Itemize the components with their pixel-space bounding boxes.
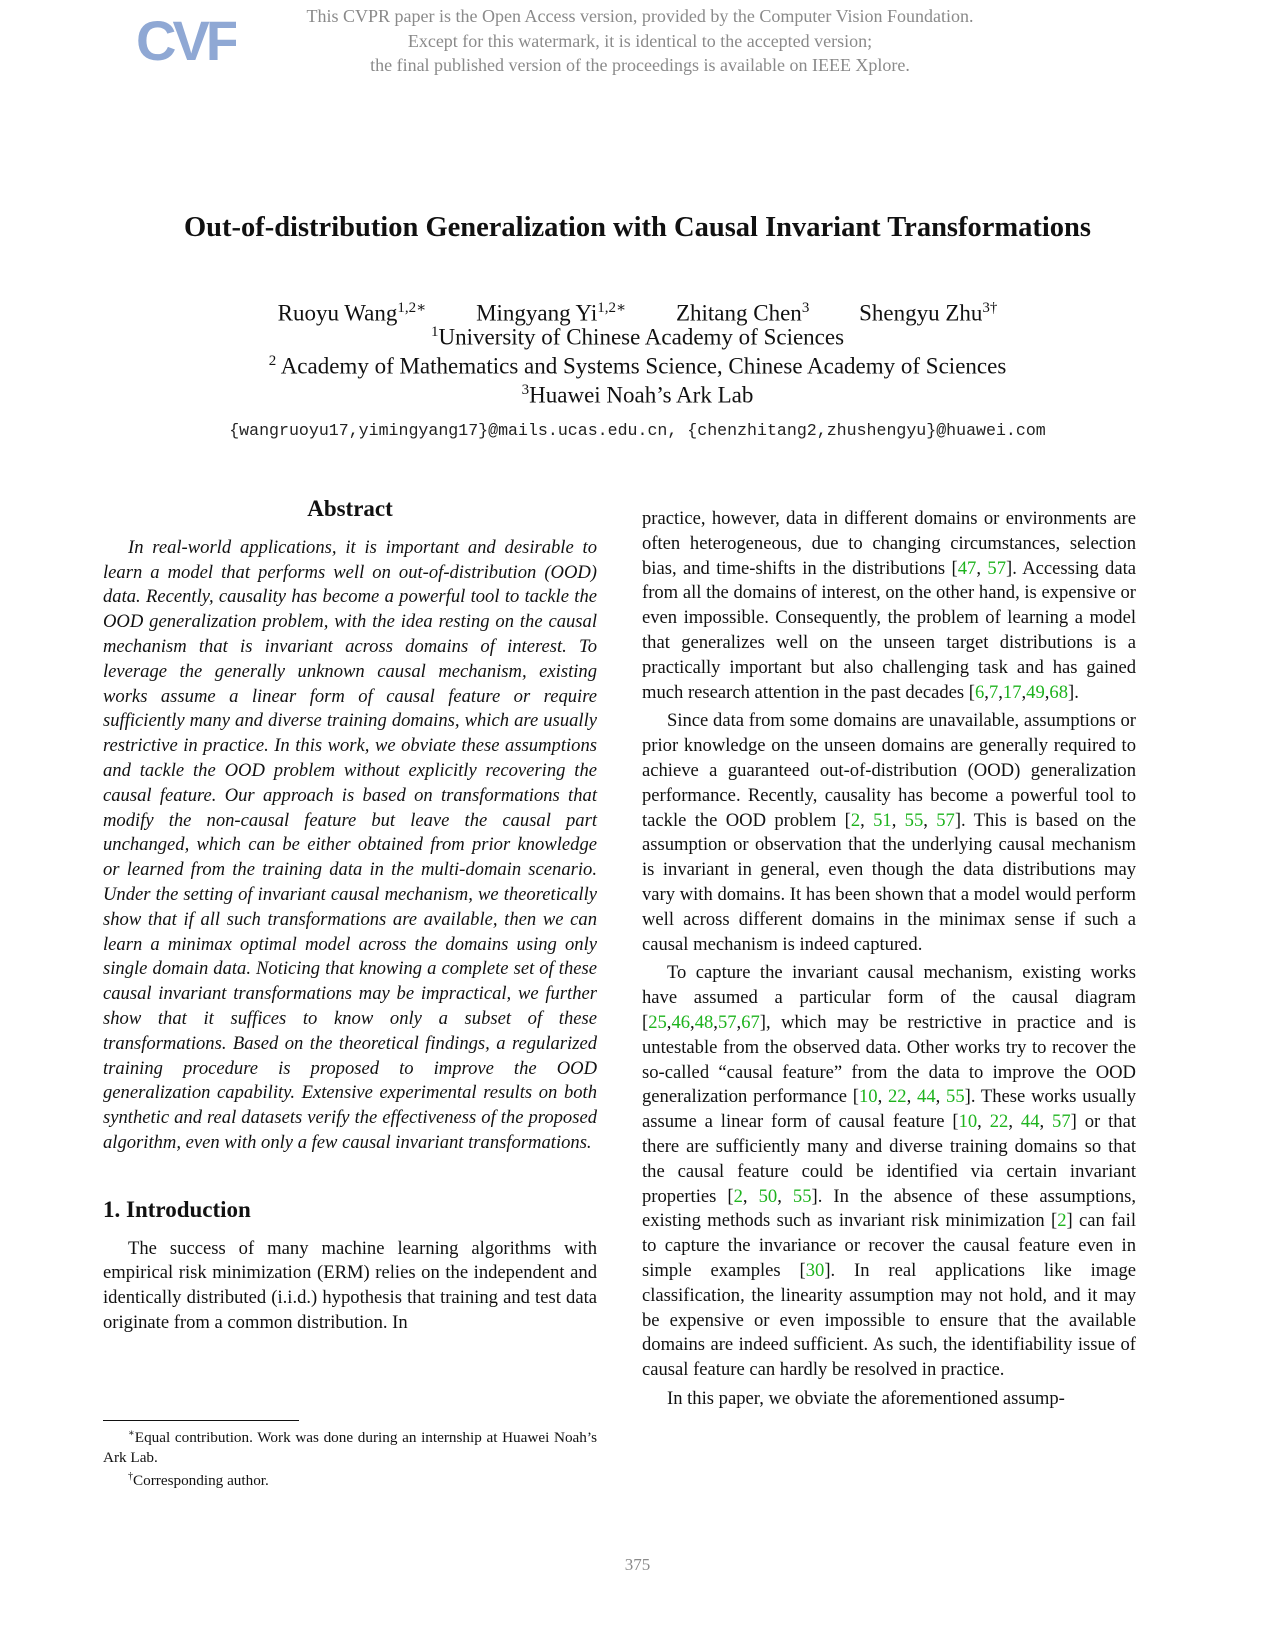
watermark-line: Except for this watermark, it is identical to the accepted version; xyxy=(407,30,873,51)
footnote-mark: † xyxy=(128,1471,133,1483)
text-run: To capture the invariant causal mechanism, existing works have assumed a particular form of the causal diagram [ xyxy=(642,962,1136,1033)
text-run: Since data from some domains are unavailable, assumptions or prior knowledge on the unseen domains are generally required to achieve a guaranteed out-of-distribution (OOD) generalization performance. Recently, causality has become a powerful tool to tackle the OOD problem [ xyxy=(642,710,1136,831)
page-number: 375 xyxy=(624,1555,651,1574)
introduction-paragraph: The success of many machine learning algorithms with empirical risk minimization (ERM) relies on the independent and identically distributed (i.i.d.) hypothesis that training and test data originate from a common distribution. In xyxy=(103,1237,597,1333)
right-column xyxy=(642,507,1136,1412)
open-access-watermark xyxy=(230,4,1050,78)
citation[interactable]: 2 xyxy=(850,809,861,831)
citation[interactable]: 17 xyxy=(1002,681,1022,703)
abstract-heading: Abstract xyxy=(307,496,393,521)
citation[interactable]: 10 xyxy=(858,1086,878,1108)
citation[interactable]: 30 xyxy=(805,1259,825,1281)
citation[interactable]: 22 xyxy=(888,1086,907,1108)
affiliation-text: Academy of Mathematics and Systems Science, Chinese Academy of Sciences xyxy=(276,353,1007,379)
affiliation-mark: 3 xyxy=(521,382,530,398)
citation[interactable]: 6 xyxy=(975,681,985,703)
text-run: ] can fail to capture the invariance or recover the causal feature even in simple examples [ xyxy=(642,1210,1136,1281)
author-name: Shengyu Zhu xyxy=(859,300,983,326)
text-run: ], which may be restrictive in practice and is untestable from the observed data. Other works try to recover the so-called “causal feature” from the data to improve the OOD generalization performance [ xyxy=(642,1011,1136,1108)
author-affiliation-mark: 3† xyxy=(982,300,998,316)
text-run: , xyxy=(891,809,905,831)
citation[interactable]: 49 xyxy=(1026,681,1045,703)
affiliation xyxy=(0,353,1275,380)
citation[interactable]: 44 xyxy=(1020,1111,1040,1133)
footnote xyxy=(103,1424,597,1467)
footnote xyxy=(103,1467,597,1491)
text-run: ]. These works usually assume a linear form of causal feature [ xyxy=(642,1086,1136,1133)
affiliation xyxy=(0,382,1275,409)
text-run: ]. xyxy=(1068,681,1079,703)
footnote-mark: ∗ xyxy=(128,1428,135,1439)
text-run: , xyxy=(742,1185,759,1207)
author-affiliation-mark: 3 xyxy=(801,300,810,316)
text-run: ] or that there are sufficiently many and diverse training domains so that the causal feature could be identified via certain invariant properties [ xyxy=(642,1111,1137,1207)
text-run: , xyxy=(713,1011,718,1033)
affiliation-mark: 1 xyxy=(430,324,439,340)
citation[interactable]: 57 xyxy=(1052,1111,1071,1133)
cvf-logo xyxy=(136,8,236,74)
citation[interactable]: 55 xyxy=(904,809,924,831)
citation[interactable]: 44 xyxy=(917,1086,936,1108)
body-paragraph: In this paper, we obviate the aforementioned assump- xyxy=(667,1387,1065,1409)
body-paragraph xyxy=(642,961,1136,1383)
citation[interactable]: 22 xyxy=(989,1111,1009,1133)
text-run: , xyxy=(984,681,989,703)
author-affiliation-mark: 1,2∗ xyxy=(397,300,427,316)
left-column xyxy=(103,497,597,1336)
author-name: Ruoyu Wang xyxy=(277,300,398,326)
text-run: ]. This is based on the assumption or observation that the underlying causal mechanism is invariant in general, even though the data distributions may vary with domains. It has been shown that a model would perform well across different domains in the minimax sense if such a causal mechanism is indeed captured. xyxy=(642,809,1137,955)
footnote-divider xyxy=(103,1420,299,1421)
citation[interactable]: 57 xyxy=(936,809,955,831)
author xyxy=(676,300,809,327)
author xyxy=(278,298,427,327)
text-run: , xyxy=(690,1011,695,1033)
text-run: , xyxy=(666,1011,672,1033)
cvf-logo-text: CVF xyxy=(136,9,236,72)
text-run: , xyxy=(736,1011,742,1033)
affiliation xyxy=(0,324,1275,351)
affiliation-text: University of Chinese Academy of Sciences xyxy=(438,324,845,350)
citation[interactable]: 55 xyxy=(792,1185,812,1207)
author-emails: {wangruoyu17,yimingyang17}@mails.ucas.edu.cn, {chenzhitang2,zhushengyu}@huawei.com xyxy=(229,421,1046,440)
text-run: , xyxy=(976,557,988,579)
author-affiliation-mark: 1,2∗ xyxy=(597,300,627,316)
citation[interactable]: 47 xyxy=(957,557,977,579)
text-run: ]. Accessing data from all the domains of interest, on the other hand, is expensive or even impossible. Consequently, the problem of learning a model that generalizes well on the unseen target distributions is a practically important but also challenging task and has gained much research attention in the past decades [ xyxy=(642,557,1137,703)
text-run: , xyxy=(906,1086,918,1108)
citation[interactable]: 10 xyxy=(958,1111,978,1133)
author xyxy=(859,300,997,327)
citation[interactable]: 51 xyxy=(873,809,892,831)
footnote-text: Corresponding author. xyxy=(133,1472,269,1490)
author xyxy=(476,298,626,327)
citation[interactable]: 57 xyxy=(987,557,1006,579)
citation[interactable]: 2 xyxy=(1057,1210,1067,1232)
footnote-text: Equal contribution. Work was done during an internship at Huawei Noah’s Ark Lab. xyxy=(103,1429,597,1466)
text-run: ]. In real applications like image classification, the linearity assumption may not hold, and it may be expensive or even impossible to ensure that the available domains are indeed sufficient. As such, the identifiability issue of causal feature can hardly be resolved in practice. xyxy=(642,1259,1137,1381)
watermark-line: This CVPR paper is the Open Access version, provided by the Computer Vision Foundation. xyxy=(306,6,974,26)
citation[interactable]: 7 xyxy=(988,681,999,703)
body-paragraph xyxy=(642,507,1136,705)
citation[interactable]: 57 xyxy=(717,1011,737,1033)
affiliation-mark: 2 xyxy=(268,353,277,369)
text-run: , xyxy=(777,1185,793,1207)
citation[interactable]: 25 xyxy=(648,1011,667,1033)
abstract-text: In real-world applications, it is important and desirable to learn a model that performs well on out-of-distribution (OOD) data. Recently, causality has become a powerful tool to tackle the OOD generalization problem, with the idea resting on the causal mechanism that is invariant across domains of interest. To leverage the generally unknown causal mechanism, existing works assume a linear form of causal feature or require sufficiently many and diverse training domains, which are usually restrictive in practice. In this work, we obviate these assumptions and tackle the OOD problem without explicitly recovering the causal feature. Our approach is based on transformations that modify the non-causal feature but leave the causal part unchanged, which can be either obtained from prior knowledge or learned from the training data in the multi-domain scenario. Under the setting of invariant causal mechanism, we theoretically show that if all such transformations are available, then we can learn a minimax optimal model across the domains using only single domain data. Noticing that knowing a complete set of these causal invariant transformations may be impractical, we further show that it suffices to know only a subset of these transformations. Based on the theoretical findings, a regularized training procedure is proposed to improve the OOD generalization capability. Extensive experimental results on both synthetic and real datasets verify the effectiveness of the proposed algorithm, even with only a few causal invariant transformations. xyxy=(103,536,597,1153)
citation[interactable]: 48 xyxy=(694,1011,714,1033)
citation[interactable]: 67 xyxy=(741,1011,760,1033)
author-name: Mingyang Yi xyxy=(476,300,598,326)
text-run: , xyxy=(977,1111,990,1133)
text-run: , xyxy=(935,1086,947,1108)
text-run: , xyxy=(923,809,937,831)
text-run: practice, however, data in different domains or environments are often heterogeneous, due to changing circumstances, selection bias, and time-shifts in the distributions [ xyxy=(642,508,1136,579)
text-run: , xyxy=(998,681,1003,703)
citation[interactable]: 2 xyxy=(733,1185,743,1207)
footnotes xyxy=(103,1424,597,1491)
citation[interactable]: 50 xyxy=(758,1185,778,1207)
text-run: , xyxy=(877,1086,888,1108)
citation[interactable]: 55 xyxy=(946,1086,965,1108)
text-run: , xyxy=(1021,681,1027,703)
text-run: ]. In the absence of these assumptions, existing methods such as invariant risk minimization [ xyxy=(642,1185,1136,1232)
text-run: , xyxy=(860,809,874,831)
text-run: , xyxy=(1008,1111,1021,1133)
citation[interactable]: 46 xyxy=(671,1011,691,1033)
affiliation-text: Huawei Noah’s Ark Lab xyxy=(529,382,754,408)
paper-title: Out-of-distribution Generalization with Causal Invariant Transformations xyxy=(183,212,1092,243)
text-run: , xyxy=(1044,681,1050,703)
body-paragraph xyxy=(642,709,1136,957)
author-name: Zhitang Chen xyxy=(675,300,802,326)
introduction-heading: 1. Introduction xyxy=(103,1196,251,1222)
text-run: , xyxy=(1039,1111,1053,1133)
citation[interactable]: 68 xyxy=(1049,681,1068,703)
watermark-line: the final published version of the proceedings is available on IEEE Xplore. xyxy=(370,55,910,75)
author-list xyxy=(0,298,1275,327)
